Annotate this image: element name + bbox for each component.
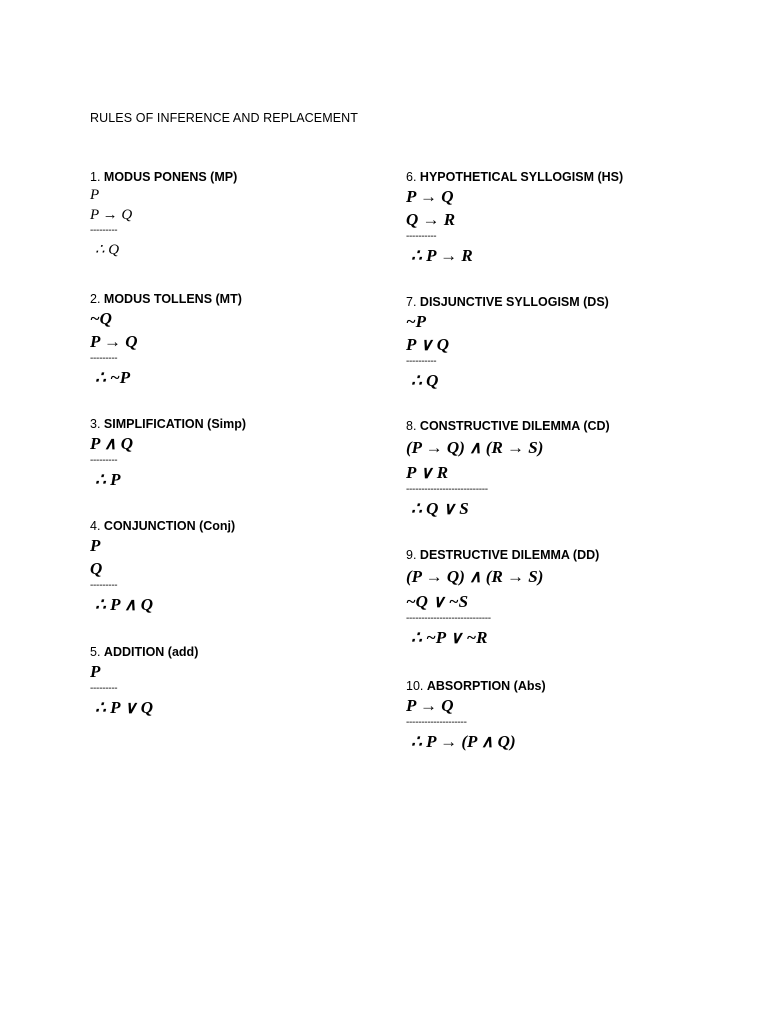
rule-name: HYPOTHETICAL SYLLOGISM (HS) <box>419 170 624 184</box>
rule-name: ADDITION (add) <box>103 645 199 659</box>
rule-title <box>90 291 242 307</box>
rule-number: 4. <box>90 519 101 533</box>
rule-title <box>406 294 609 310</box>
conclusion-line: ∴ P → (P ∧ Q) <box>411 732 516 751</box>
rule-modus-tollens <box>90 291 242 391</box>
separator-dashes: --------- <box>90 683 118 694</box>
conclusion-line: ∴ P ∨ Q <box>95 698 154 717</box>
premise-line: P → Q <box>406 187 454 206</box>
separator-dashes: -------------------- <box>406 717 467 728</box>
separator-dashes: --------------------------- <box>406 484 488 495</box>
rule-title <box>406 418 610 434</box>
premise-line: P <box>90 187 100 203</box>
document-title: RULES OF INFERENCE AND REPLACEMENT <box>90 111 359 125</box>
rule-constructive-dilemma <box>406 418 610 522</box>
separator-dashes: --------- <box>90 353 118 364</box>
premise-line: P <box>90 662 101 681</box>
rule-destructive-dilemma <box>406 547 599 651</box>
rule-addition <box>90 644 198 721</box>
conclusion-line: ∴ Q <box>95 242 120 258</box>
rule-modus-ponens <box>90 169 237 263</box>
rule-name: MODUS TOLLENS (MT) <box>103 292 242 306</box>
premise-line: ~P <box>406 312 427 331</box>
rule-title <box>406 678 546 694</box>
rule-name: SIMPLIFICATION (Simp) <box>103 417 247 431</box>
rule-name: CONSTRUCTIVE DILEMMA (CD) <box>419 419 610 433</box>
rule-hypothetical-syllogism <box>406 169 623 269</box>
conclusion-line: ∴ P <box>95 470 121 489</box>
rule-number: 9. <box>406 548 417 562</box>
separator-dashes: ---------- <box>406 356 437 367</box>
separator-dashes: --------- <box>90 225 118 236</box>
premise-line: Q → R <box>406 210 456 229</box>
rule-name: DISJUNCTIVE SYLLOGISM (DS) <box>419 295 609 309</box>
premise-line: ~Q ∨ ~S <box>406 592 469 611</box>
conclusion-line: ∴ P ∧ Q <box>95 595 154 614</box>
rule-number: 7. <box>406 295 417 309</box>
rule-title <box>90 518 235 534</box>
rule-name: CONJUNCTION (Conj) <box>103 519 236 533</box>
premise-line: P → Q <box>90 332 138 351</box>
premise-line: P ∨ R <box>406 463 449 482</box>
separator-dashes: ---------- <box>406 231 437 242</box>
premise-line: Q <box>90 559 103 578</box>
rule-name: ABSORPTION (Abs) <box>426 679 546 693</box>
premise-line: P <box>90 536 101 555</box>
separator-dashes: ---------------------------- <box>406 613 491 624</box>
rule-absorption <box>406 678 546 755</box>
conclusion-line: ∴ Q ∨ S <box>411 499 469 518</box>
rule-conjunction <box>90 518 235 618</box>
rule-disjunctive-syllogism <box>406 294 609 394</box>
premise-line: (P → Q) ∧ (R → S) <box>406 438 544 457</box>
rule-number: 6. <box>406 170 417 184</box>
conclusion-line: ∴ ~P <box>95 368 131 387</box>
premise-line: P → Q <box>406 696 454 715</box>
rule-title <box>406 169 623 185</box>
rule-title <box>406 547 599 563</box>
conclusion-line: ∴ P → R <box>411 246 473 265</box>
rule-title <box>90 644 198 660</box>
rule-name: MODUS PONENS (MP) <box>103 170 238 184</box>
rule-name: DESTRUCTIVE DILEMMA (DD) <box>419 548 600 562</box>
separator-dashes: --------- <box>90 580 118 591</box>
premise-line: (P → Q) ∧ (R → S) <box>406 567 544 586</box>
premise-line: ~Q <box>90 309 112 328</box>
rule-title <box>90 169 237 185</box>
rule-title <box>90 416 246 432</box>
premise-line: P ∨ Q <box>406 335 449 354</box>
premise-line: P → Q <box>90 207 133 223</box>
rule-number: 1. <box>90 170 101 184</box>
conclusion-line: ∴ Q <box>411 371 439 390</box>
premise-line: P ∧ Q <box>90 434 133 453</box>
separator-dashes: --------- <box>90 455 118 466</box>
conclusion-line: ∴ ~P ∨ ~R <box>411 628 488 647</box>
rule-number: 5. <box>90 645 101 659</box>
rule-number: 3. <box>90 417 101 431</box>
rule-simplification <box>90 416 246 493</box>
rule-number: 8. <box>406 419 417 433</box>
rule-number: 2. <box>90 292 101 306</box>
rule-number: 10. <box>406 679 424 693</box>
